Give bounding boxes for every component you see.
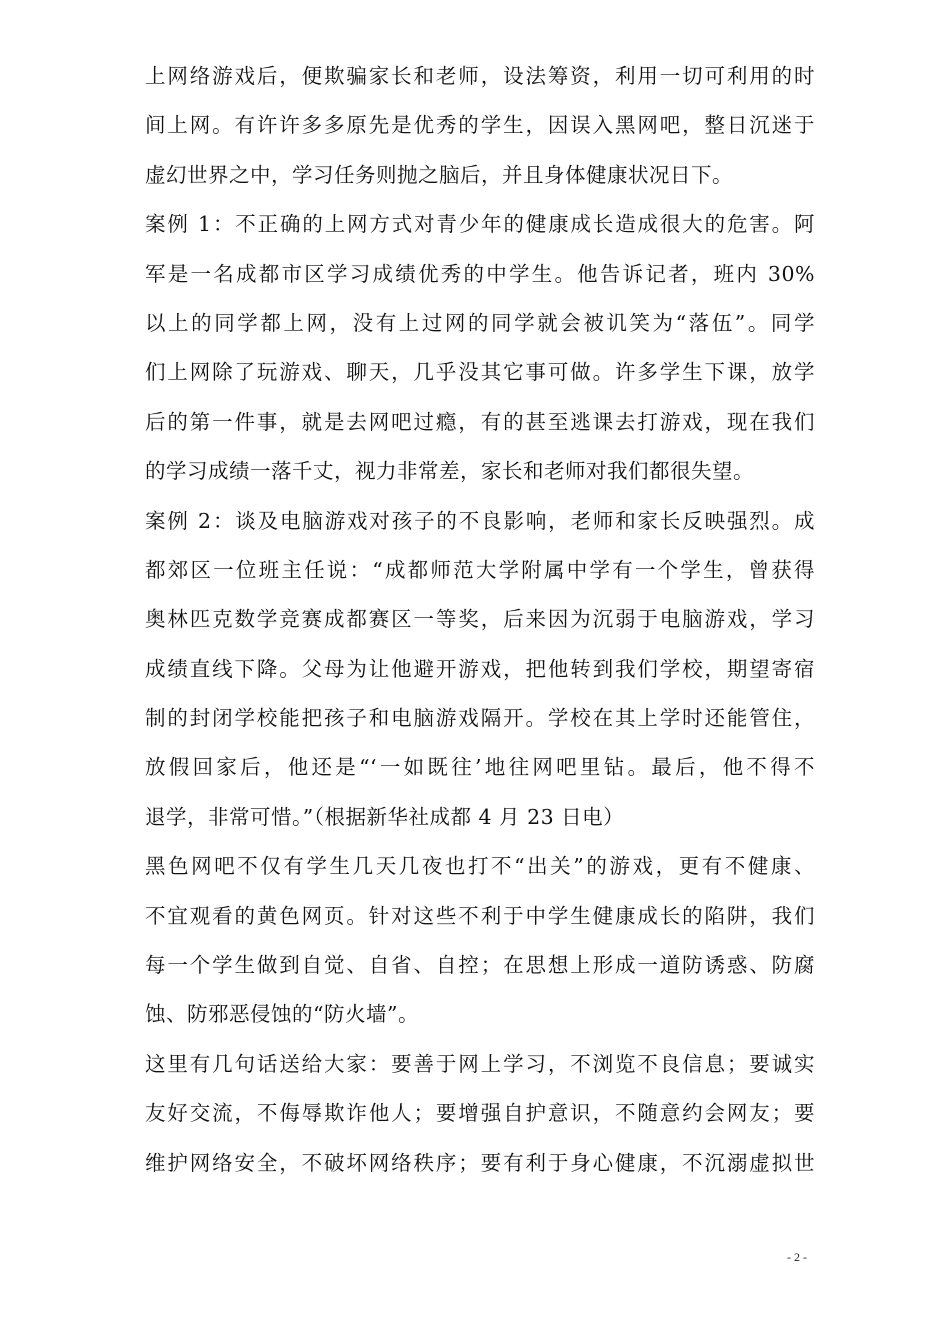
text-line: 的学习成绩一落千丈，视力非常差，家长和老师对我们都很失望。 <box>145 459 754 484</box>
text-line: 友好交流，不侮辱欺诈他人；要增强自护意识，不随意约会网友；要 <box>145 1101 815 1126</box>
text-line: 以上的同学都上网，没有上过网的同学就会被讥笑为“落伍”。同学 <box>145 310 815 335</box>
text-line: 不宜观看的黄色网页。针对这些不利于中学生健康成长的陷阱，我们 <box>145 903 815 928</box>
text-line: 黑色网吧不仅有学生几天几夜也打不“出关”的游戏，更有不健康、 <box>145 854 815 879</box>
text-line: 间上网。有许许多多原先是优秀的学生，因误入黑网吧，整日沉迷于 <box>145 113 815 138</box>
text-line: 案例 2：谈及电脑游戏对孩子的不良影响，老师和家长反映强烈。成 <box>145 508 815 533</box>
text-line: 军是一名成都市区学习成绩优秀的中学生。他告诉记者，班内 30% <box>145 261 815 286</box>
text-line: 每一个学生做到自觉、自省、自控；在思想上形成一道防诱惑、防腐 <box>145 953 815 978</box>
text-line: 蚀、防邪恶侵蚀的“防火墙”。 <box>145 1002 419 1027</box>
text-line: 成绩直线下降。父母为让他避开游戏，把他转到我们学校，期望寄宿 <box>145 656 815 681</box>
text-line: 制的封闭学校能把孩子和电脑游戏隔开。学校在其上学时还能管住， <box>145 706 815 731</box>
text-line: 上网络游戏后，便欺骗家长和老师，设法筹资，利用一切可利用的时 <box>145 64 815 88</box>
text-line: 放假回家后，他还是“‘一如既往’地往网吧里钻。最后，他不得不 <box>145 755 815 780</box>
text-line: 们上网除了玩游戏、聊天，几乎没其它事可做。许多学生下课，放学 <box>145 360 815 385</box>
text-line: 都郊区一位班主任说：“成都师范大学附属中学有一个学生，曾获得 <box>145 557 815 582</box>
text-line: 退学，非常可惜。”（根据新华社成都 4 月 23 日电） <box>145 804 625 829</box>
body-text <box>145 52 815 1188</box>
text-line: 这里有几句话送给大家：要善于网上学习，不浏览不良信息；要诚实 <box>145 1051 815 1076</box>
text-line: 维护网络安全，不破坏网络秩序；要有利于身心健康，不沉溺虚拟世 <box>145 1150 815 1175</box>
text-line: 案例 1：不正确的上网方式对青少年的健康成长造成很大的危害。阿 <box>145 212 815 237</box>
text-line: 虚幻世界之中，学习任务则抛之脑后，并且身体健康状况日下。 <box>145 162 733 187</box>
text-line: 奥林匹克数学竞赛成都赛区一等奖，后来因为沉弱于电脑游戏，学习 <box>145 607 815 632</box>
text-line: 后的第一件事，就是去网吧过瘾，有的甚至逃课去打游戏，现在我们 <box>145 409 815 434</box>
page-number: - 2 - <box>787 1250 807 1264</box>
